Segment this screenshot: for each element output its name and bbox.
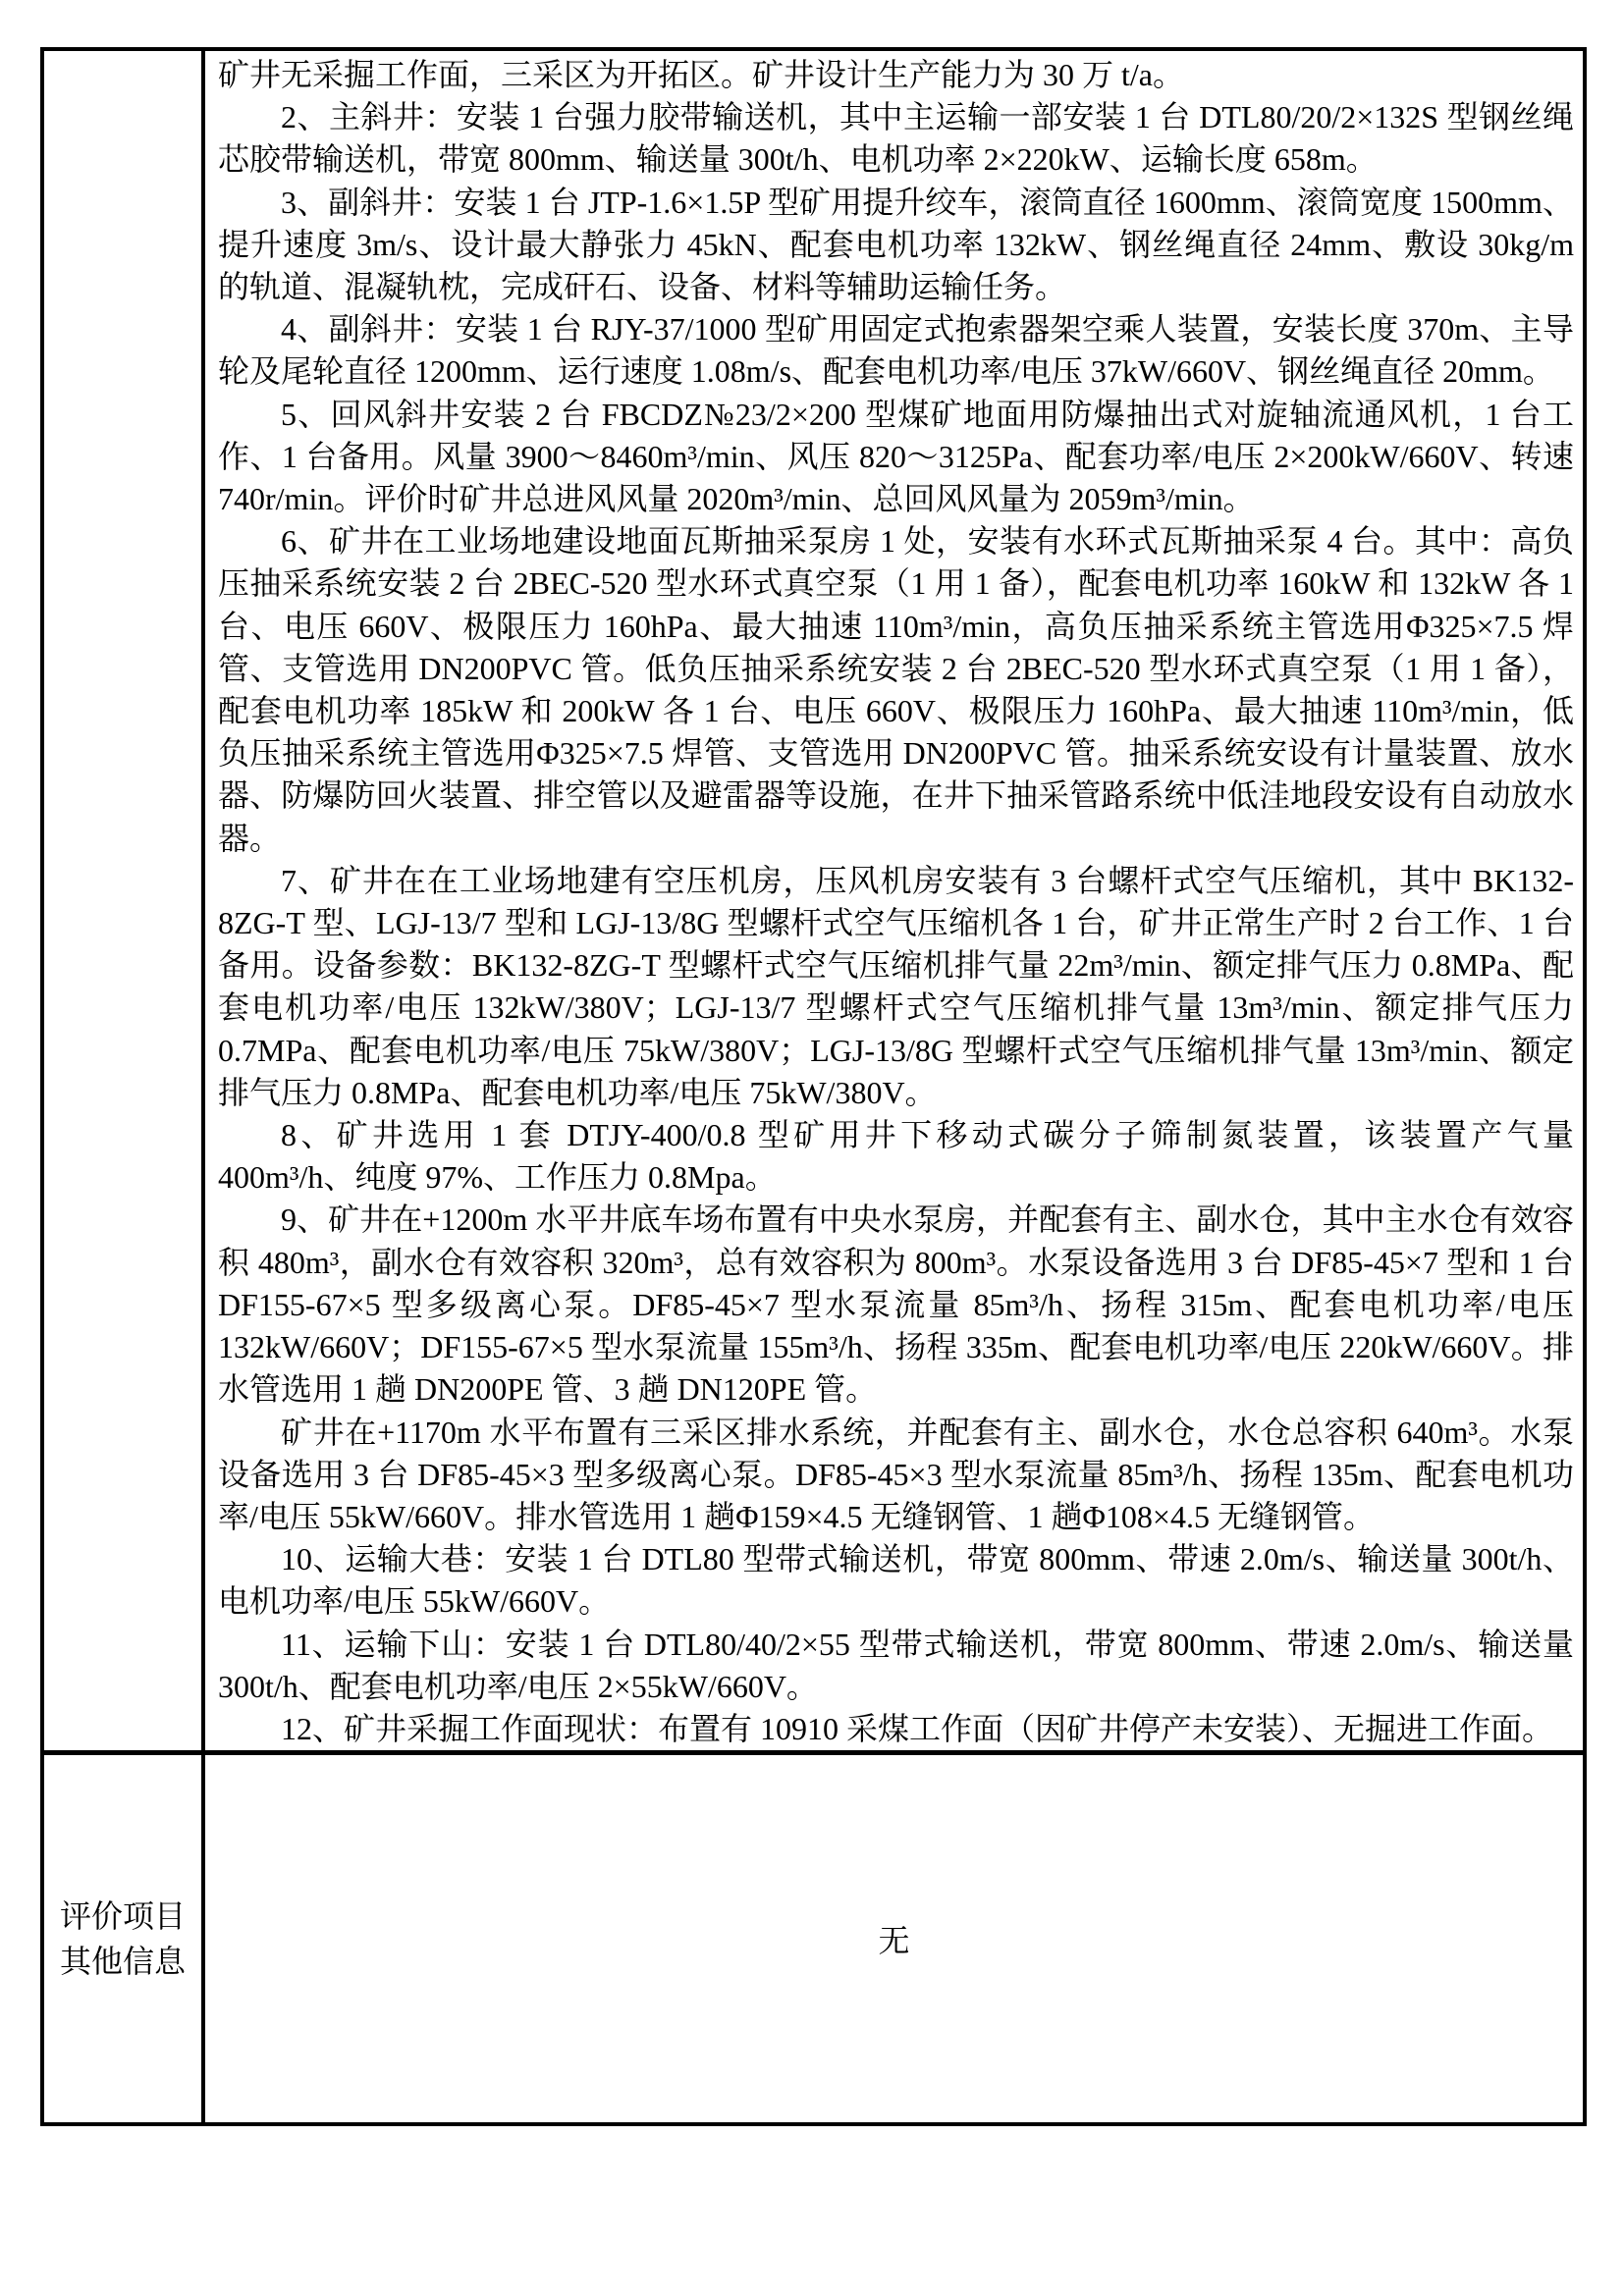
- paragraph-1: 矿井无采掘工作面，三采区为开拓区。矿井设计生产能力为 30 万 t/a。: [218, 57, 1184, 92]
- paragraph-11: 10、运输大巷：安装 1 台 DTL80 型带式输送机，带宽 800mm、带速 2.0m/s、输送量 300t/h、电机功率/电压 55kW/660V。: [218, 1541, 1574, 1620]
- paragraph-4: 4、副斜井：安装 1 台 RJY-37/1000 型矿用固定式抱索器架空乘人装置，安装长度 370m、主导轮及尾轮直径 1200mm、运行速度 1.08m/s、配套电机功率/电压 37kW/660V、钢丝绳直径 20mm。: [218, 311, 1574, 390]
- equipment-info-row: [44, 51, 1583, 1755]
- paragraph-12: 11、运输下山：安装 1 台 DTL80/40/2×55 型带式输送机，带宽 800mm、带速 2.0m/s、输送量 300t/h、配套电机功率/电压 2×55kW/660V。: [218, 1626, 1574, 1704]
- paragraph-10: 矿井在+1170m 水平布置有三采区排水系统，并配套有主、副水仓，水仓总容积 640m³。水泵设备选用 3 台 DF85-45×3 型多级离心泵。DF85-45×3 型水泵流量 85m³/h、扬程 135m、配套电机功率/电压 55kW/660V。排水管选用 1 趟Φ159×4.5 无缝钢管、1 趟Φ108×4.5 无缝钢管。: [218, 1414, 1574, 1534]
- paragraph-9: 9、矿井在+1200m 水平井底车场布置有中央水泵房，并配套有主、副水仓，其中主水仓有效容积 480m³，副水仓有效容积 320m³，总有效容积为 800m³。水泵设备选用 3 台 DF85-45×7 型和 1 台 DF155-67×5 型多级离心泵。DF85-45×7 型水泵流量 85m³/h、扬程 315m、配套电机功率/电压 132kW/660V；DF155-67×5 型水泵流量 155m³/h、扬程 335m、配套电机功率/电压 220kW/660V。排水管选用 1 趟 DN200PE 管、3 趟 DN120PE 管。: [218, 1201, 1574, 1408]
- info-table: [40, 47, 1587, 2126]
- row1-label-cell: [44, 51, 205, 1750]
- paragraph-2: 2、主斜井：安装 1 台强力胶带输送机，其中主运输一部安装 1 台 DTL80/20/2×132S 型钢丝绳芯胶带输送机，带宽 800mm、输送量 300t/h、电机功率 2×220kW、运输长度 658m。: [218, 99, 1574, 178]
- paragraph-3: 3、副斜井：安装 1 台 JTP-1.6×1.5P 型矿用提升绞车，滚筒直径 1600mm、滚筒宽度 1500mm、提升速度 3m/s、设计最大静张力 45kN、配套电机功率 132kW、钢丝绳直径 24mm、敷设 30kg/m 的轨道、混凝轨枕，完成矸石、设备、材料等辅助运输任务。: [218, 184, 1574, 305]
- other-info-row: [44, 1755, 1583, 2122]
- paragraph-6: 6、矿井在工业场地建设地面瓦斯抽采泵房 1 处，安装有水环式瓦斯抽采泵 4 台。其中：高负压抽采系统安装 2 台 2BEC-520 型水环式真空泵（1 用 1 备），配套电机功率 160kW 和 132kW 各 1 台、电压 660V、极限压力 160hPa、最大抽速 110m³/min，高负压抽采系统主管选用Φ325×7.5 焊管、支管选用 DN200PVC 管。低负压抽采系统安装 2 台 2BEC-520 型水环式真空泵（1 用 1 备），配套电机功率 185kW 和 200kW 各 1 台、电压 660V、极限压力 160hPa、最大抽速 110m³/min，低负压抽采系统主管选用Φ325×7.5 焊管、支管选用 DN200PVC 管。抽采系统安设有计量装置、放水器、防爆防回火装置、排空管以及避雷器等设施，在井下抽采管路系统中低洼地段安设有自动放水器。: [218, 523, 1574, 856]
- paragraph-13: 12、矿井采掘工作面现状：布置有 10910 采煤工作面（因矿井停产未安装）、无掘进工作面。: [281, 1710, 1554, 1746]
- paragraph-8: 8、矿井选用 1 套 DTJY-400/0.8 型矿用井下移动式碳分子筛制氮装置，该装置产气量 400m³/h、纯度 97%、工作压力 0.8Mpa。: [218, 1117, 1574, 1196]
- equipment-description: [205, 51, 1583, 1750]
- row2-label-line1: 评价项目: [59, 1898, 186, 1934]
- row2-label-cell: [44, 1755, 205, 2122]
- other-info-value: 无: [878, 1923, 910, 1958]
- row2-label-line2: 其他信息: [59, 1944, 186, 1979]
- row2-label: [60, 1894, 186, 1984]
- paragraph-5: 5、回风斜井安装 2 台 FBCDZ№23/2×200 型煤矿地面用防爆抽出式对旋轴流通风机，1 台工作、1 台备用。风量 3900～8460m³/min、风压 820～3125Pa、配套功率/电压 2×200kW/660V、转速 740r/min。评价时矿井总进风风量 2020m³/min、总回风风量为 2059m³/min。: [218, 396, 1574, 517]
- paragraph-7: 7、矿井在在工业场地建有空压机房，压风机房安装有 3 台螺杆式空气压缩机，其中 BK132-8ZG-T 型、LGJ-13/7 型和 LGJ-13/8G 型螺杆式空气压缩机各 1 台，矿井正常生产时 2 台工作、1 台备用。设备参数：BK132-8ZG-T 型螺杆式空气压缩机排气量 22m³/min、额定排气压力 0.8MPa、配套电机功率/电压 132kW/380V；LGJ-13/7 型螺杆式空气压缩机排气量 13m³/min、额定排气压力 0.7MPa、配套电机功率/电压 75kW/380V；LGJ-13/8G 型螺杆式空气压缩机排气量 13m³/min、额定排气压力 0.8MPa、配套电机功率/电压 75kW/380V。: [218, 862, 1574, 1110]
